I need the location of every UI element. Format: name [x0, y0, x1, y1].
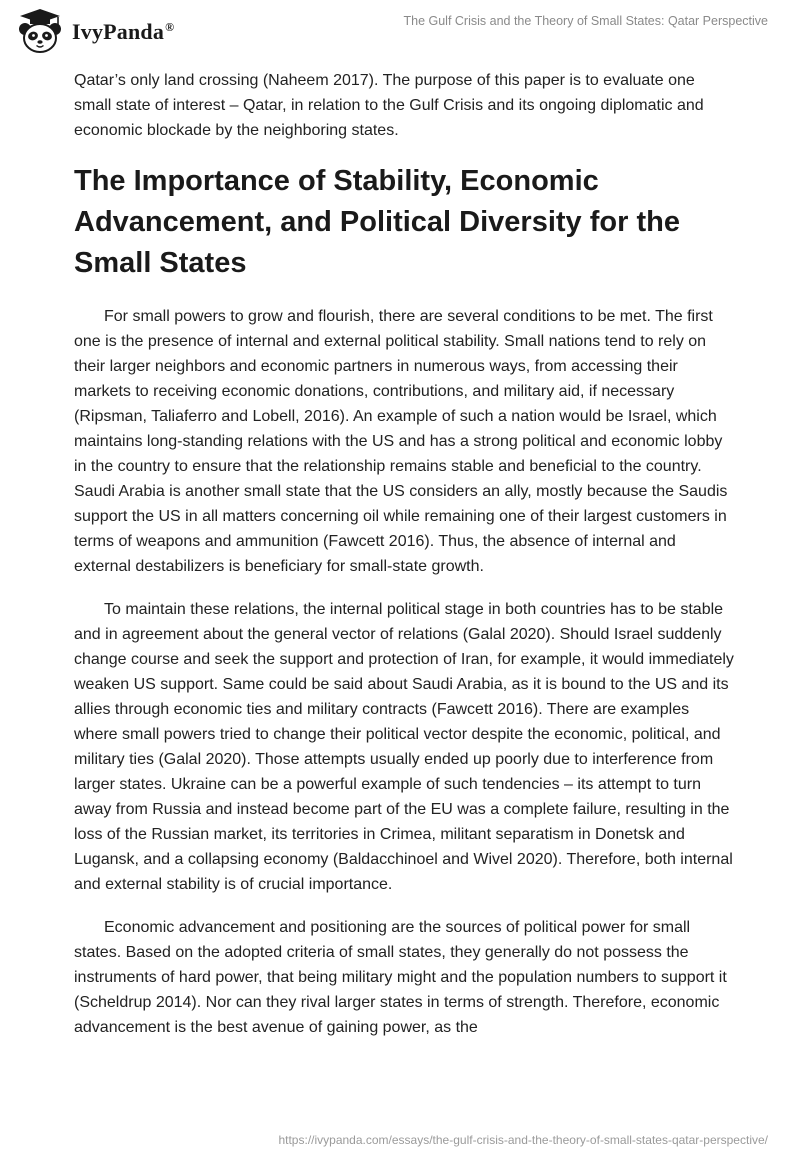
- page-header: [0, 0, 800, 60]
- source-url-link[interactable]: https://ivypanda.com/essays/the-gulf-crisis-and-the-theory-of-small-states-qatar-perspective/: [278, 1133, 768, 1147]
- registered-mark: ®: [165, 19, 175, 34]
- body-paragraph: For small powers to grow and flourish, there are several conditions to be met. The first one is the presence of internal and external political stability. Small nations tend to rely on their larger neighbors and economic partners in numerous ways, from accessing their markets to receiving economic donations, contributions, and military aid, if necessary (Ripsman, Taliaferro and Lobell, 2016). An example of such a nation would be Israel, which maintains long-standing relations with the US and has a strong political and economic lobby in the country to ensure that the relationship remains stable and beneficial to the country. Saudi Arabia is another small state that the US considers an ally, mostly because the Saudis support the US in all matters concerning oil while remaining one of their largest customers in terms of weapons and ammunition (Fawcett 2016). Thus, the absence of internal and external destabilizers is beneficiary for small-state growth.: [74, 308, 728, 575]
- body-paragraph: Economic advancement and positioning are the sources of political power for small states. Based on the adopted criteria of small states, they generally do not possess the instruments of hard power, that being military might and the population numbers to support it (Scheldrup 2014). Nor can they rival larger states in terms of strength. Therefore, economic advancement is the best avenue of gaining power, as the: [74, 919, 727, 1036]
- document-title: The Gulf Crisis and the Theory of Small States: Qatar Perspective: [403, 14, 768, 28]
- section-heading: The Importance of Stability, Economic Advancement, and Political Diversity for the Small States: [74, 165, 680, 279]
- intro-paragraph: Qatar’s only land crossing (Naheem 2017). The purpose of this paper is to evaluate one small state of interest – Qatar, in relation to the Gulf Crisis and its ongoing diplomatic and economic blockade by the neighboring states.: [74, 72, 704, 139]
- body-paragraph: To maintain these relations, the internal political stage in both countries has to be stable and in agreement about the general vector of relations (Galal 2020). Should Israel suddenly change course and seek the support and protection of Iran, for example, it would immediately weaken US support. Same could be said about Saudi Arabia, as it is bound to the US and its allies through economic ties and military contracts (Fawcett 2016). There are examples where small powers tried to change their political vector despite the economic, political, and military ties (Galal 2020). Those attempts usually ended up poorly due to interference from larger states. Ukraine can be a powerful example of such tendencies – its attempt to turn away from Russia and instead become part of the EU was a complete failure, resulting in the loss of the Russian market, its territories in Crimea, militant separatism in Donetsk and Lugansk, and a collapsing economy (Baldacchinoel and Wivel 2020). Therefore, both internal and external stability is of crucial importance.: [74, 601, 734, 893]
- essay-content: [74, 68, 734, 1058]
- ivypanda-logo[interactable]: [14, 8, 174, 54]
- panda-graduate-icon: [14, 8, 66, 54]
- logo-wordmark: IvyPanda: [72, 19, 165, 44]
- logo-text: [72, 19, 174, 45]
